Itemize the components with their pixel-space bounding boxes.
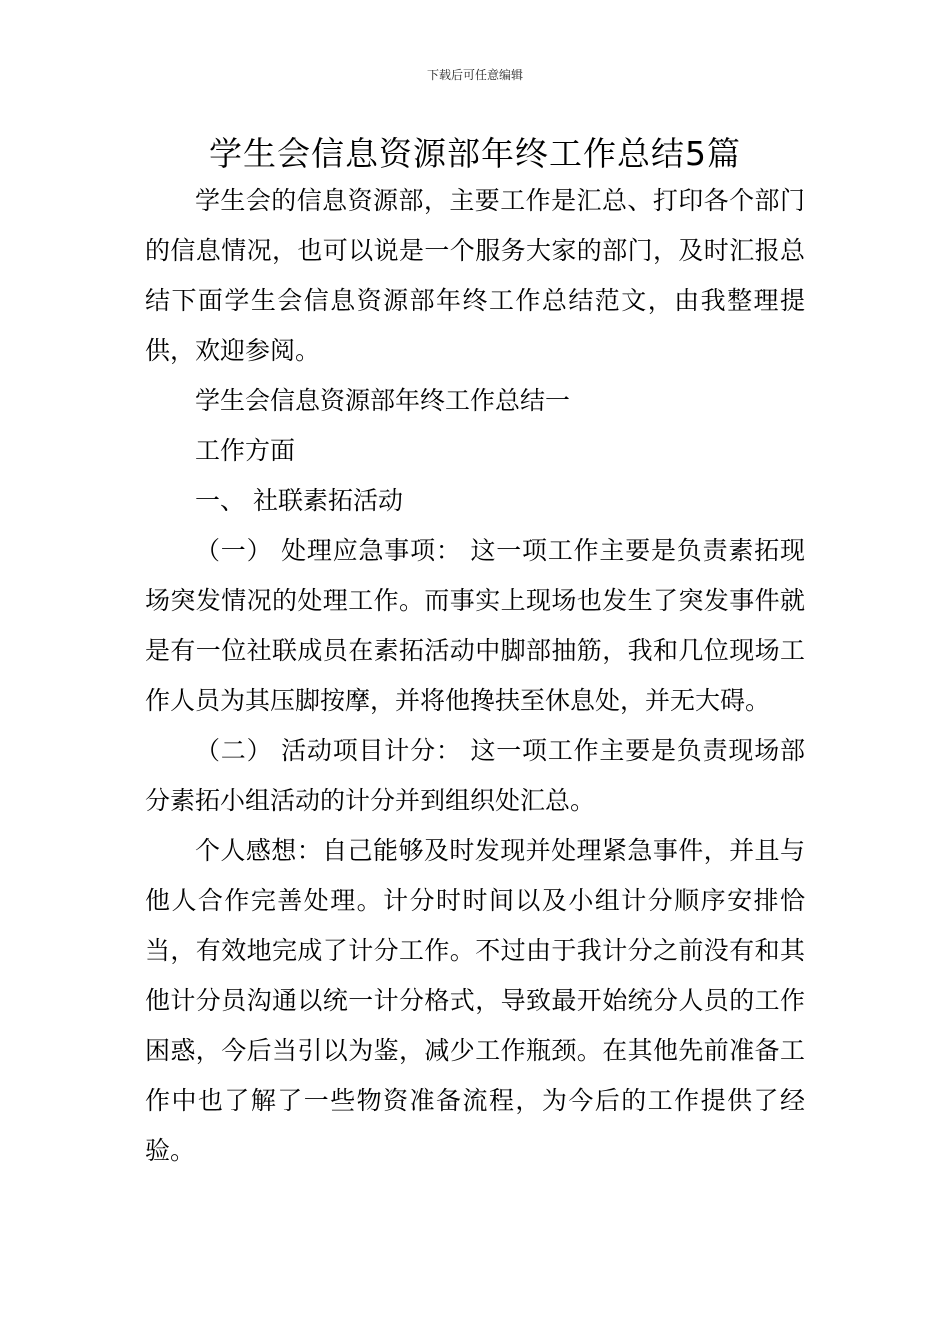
reflection-paragraph: 个人感想：自己能够及时发现并处理紧急事件，并且与他人合作完善处理。计分时时间以及小组计分顺序安排恰当，有效地完成了计分工作。不过由于我计分之前没有和其他计分员沟通以统一计分格式，导致最开始统分人员的工作困惑，今后当引以为鉴，减少工作瓶颈。在其他先前准备工作中也了解了一些物资准备流程，为今后的工作提供了经验。 bbox=[145, 836, 805, 1165]
subsection-heading: 工作方面 bbox=[195, 436, 296, 465]
document-title: 学生会信息资源部年终工作总结5篇 bbox=[209, 134, 741, 173]
intro-paragraph: 学生会的信息资源部，主要工作是汇总、打印各个部门的信息情况，也可以说是一个服务大家的部门，及时汇报总结下面学生会信息资源部年终工作总结范文，由我整理提供，欢迎参阅。 bbox=[145, 186, 805, 365]
document-body bbox=[145, 176, 805, 1176]
section-heading: 学生会信息资源部年终工作总结一 bbox=[195, 386, 571, 415]
item-paragraph-2: （二） 活动项目计分： 这一项工作主要是负责现场部分素拓小组活动的计分并到组织处汇总。 bbox=[145, 736, 805, 815]
item-heading: 一、 社联素拓活动 bbox=[195, 486, 403, 515]
page-header: 下载后可任意编辑 bbox=[426, 68, 523, 82]
item-paragraph-1: （一） 处理应急事项： 这一项工作主要是负责素拓现场突发情况的处理工作。而事实上现场也发生了突发事件就是有一位社联成员在素拓活动中脚部抽筋，我和几位现场工作人员为其压脚按摩，并将他搀扶至休息处，并无大碍。 bbox=[145, 536, 805, 715]
